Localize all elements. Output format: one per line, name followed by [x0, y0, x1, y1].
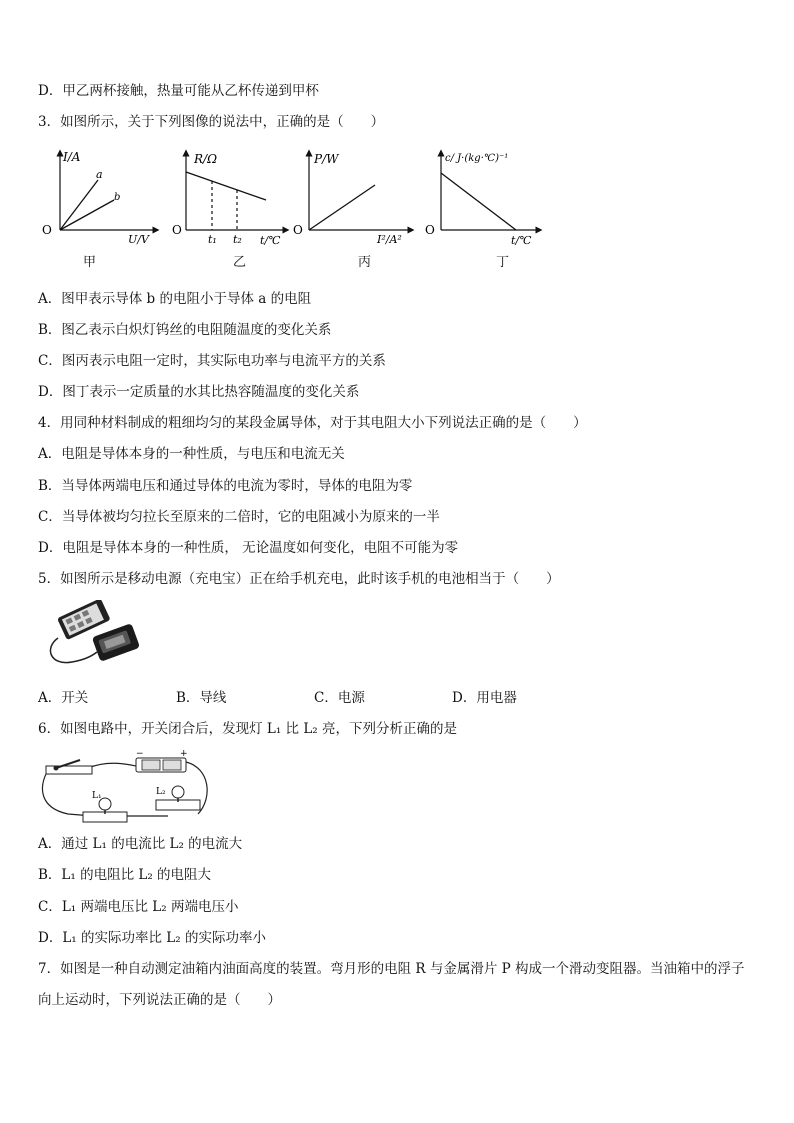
q6-option-d: D．L₁ 的实际功率比 L₂ 的实际功率小	[38, 930, 266, 946]
jia-origin: O	[42, 223, 52, 237]
graph-jia	[38, 145, 163, 245]
lamp-l2-label: L₂	[156, 787, 166, 797]
q4-stem: 4．用同种材料制成的粗细均匀的某段金属导体，对于其电阻大小下列说法正确的是（ ）	[38, 415, 587, 431]
q3-option-b: B．图乙表示白炽灯钨丝的电阻随温度的变化关系	[38, 322, 332, 338]
yi-ylabel: R/Ω	[194, 152, 218, 166]
bing-origin: O	[293, 223, 303, 237]
switch-icon	[46, 760, 92, 774]
yi-origin: O	[172, 223, 182, 237]
q5-options	[38, 686, 558, 704]
charging-cable	[50, 638, 97, 663]
graph-ding	[421, 145, 558, 245]
q6-stem: 6．如图电路中，开关闭合后，发现灯 L₁ 比 L₂ 亮，下列分析正确的是	[38, 721, 458, 737]
caption-ding: 丁	[496, 255, 510, 270]
battery-plus: +	[180, 749, 188, 759]
bing-ylabel: P/W	[314, 152, 339, 166]
ding-ylabel: c/ J·(kg·℃)⁻¹	[445, 153, 509, 164]
q5-option-c: C．电源	[314, 690, 365, 706]
circuit-illustration	[38, 748, 213, 828]
yi-t1: t₁	[208, 233, 217, 245]
q5-option-b: B．导线	[176, 690, 227, 706]
lamp-l1-icon	[83, 798, 127, 822]
q3-graphs	[38, 145, 558, 275]
caption-jia: 甲	[83, 255, 97, 270]
ding-xlabel: t/℃	[511, 234, 532, 245]
yi-curve	[186, 172, 266, 200]
q6-option-b: B．L₁ 的电阻比 L₂ 的电阻大	[38, 867, 212, 883]
jia-label-b: b	[114, 192, 121, 203]
q7-stem-line2: 向上运动时，下列说法正确的是（ ）	[38, 992, 281, 1008]
graph-yi	[168, 145, 293, 245]
graph-bing	[293, 145, 418, 245]
q6-option-a: A．通过 L₁ 的电流比 L₂ 的电流大	[38, 836, 243, 852]
jia-label-a: a	[96, 168, 103, 181]
battery-minus: −	[136, 749, 144, 759]
jia-ylabel: I/A	[63, 150, 81, 164]
line-b	[60, 200, 114, 230]
q5-option-d: D．用电器	[452, 690, 517, 706]
bing-line	[309, 185, 375, 230]
q2-option-d: D．甲乙两杯接触，热量可能从乙杯传递到甲杯	[38, 83, 319, 99]
q3-stem: 3．如图所示，关于下列图像的说法中，正确的是（ ）	[38, 114, 385, 130]
q4-option-b: B．当导体两端电压和通过导体的电流为零时，导体的电阻为零	[38, 478, 413, 494]
yi-xlabel: t/℃	[260, 234, 281, 245]
q7-stem-line1: 7．如图是一种自动测定油箱内油面高度的装置。弯月形的电阻 R 与金属滑片 P 构成一个滑动变阻器。当油箱中的浮子	[38, 961, 745, 977]
powerbank-phone-illustration	[42, 600, 142, 670]
ding-line	[441, 173, 516, 230]
line-a	[60, 180, 98, 230]
yi-t2: t₂	[233, 233, 242, 245]
q4-option-a: A．电阻是导体本身的一种性质，与电压和电流无关	[38, 446, 345, 462]
caption-yi: 乙	[233, 255, 247, 270]
battery-icon	[136, 758, 186, 772]
jia-xlabel: U/V	[128, 233, 149, 245]
lamp-l1-label: L₁	[92, 791, 102, 801]
q3-option-d: D．图丁表示一定质量的水其比热容随温度的变化关系	[38, 384, 360, 400]
q4-option-c: C．当导体被均匀拉长至原来的二倍时，它的电阻减小为原来的一半	[38, 509, 440, 525]
ding-origin: O	[425, 223, 435, 237]
bing-xlabel: I²/A²	[377, 233, 402, 245]
q5-stem: 5．如图所示是移动电源（充电宝）正在给手机充电，此时该手机的电池相当于（ ）	[38, 571, 560, 587]
q3-option-c: C．图丙表示电阻一定时，其实际电功率与电流平方的关系	[38, 353, 386, 369]
q5-option-a: A．开关	[38, 690, 89, 706]
q4-option-d: D．电阻是导体本身的一种性质， 无论温度如何变化，电阻不可能为零	[38, 540, 459, 556]
q6-option-c: C．L₁ 两端电压比 L₂ 两端电压小	[38, 899, 239, 915]
caption-bing: 丙	[358, 255, 372, 270]
q3-option-a: A．图甲表示导体 b 的电阻小于导体 a 的电阻	[38, 291, 312, 307]
